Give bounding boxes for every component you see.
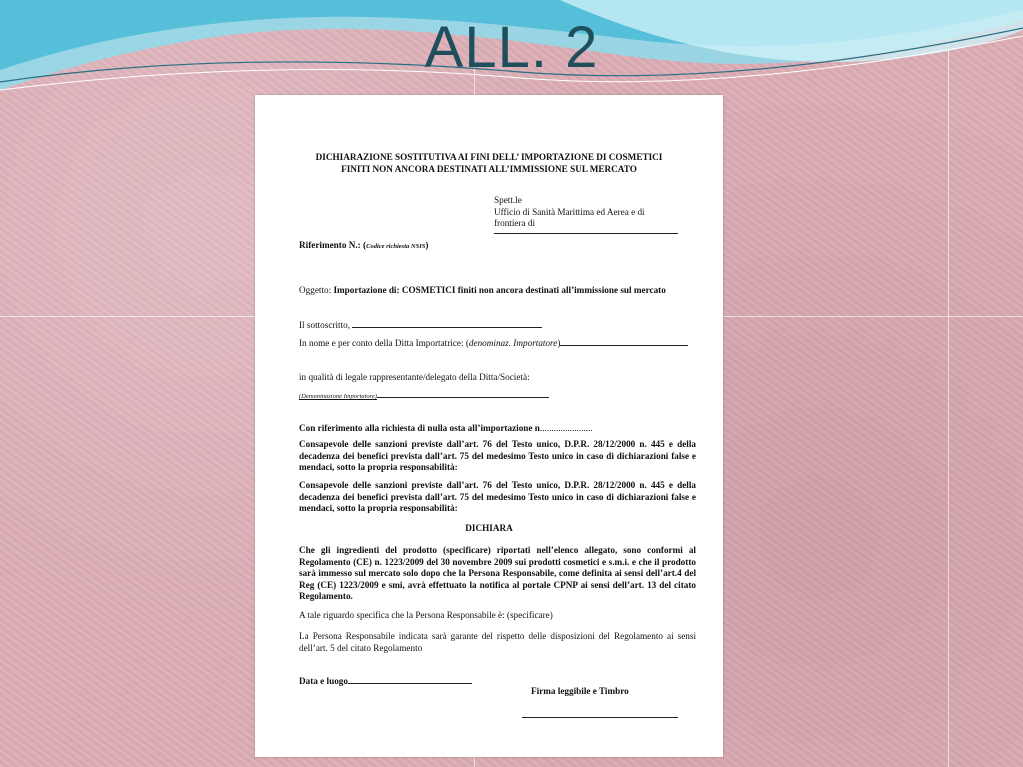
- persona-responsabile-paragraph: La Persona Responsabile indicata sarà garante del rispetto delle disposizioni del Regolamento ai sensi dell’art. 5 del citato Regolamento: [299, 631, 696, 653]
- document-heading: DICHIARAZIONE SOSTITUTIVA AI FINI DELL’ IMPORTAZIONE DI COSMETICI FINITI NON ANCORA DESTINATI ALL’IMMISSIONE SUL MERCATO: [315, 152, 663, 174]
- denominazione-line: (Denominazione Importatore): [299, 390, 549, 402]
- signature-line: [522, 717, 678, 718]
- nome-conto-line: In nome e per conto della Ditta Importatrice: (denominaz. Importatore): [299, 338, 688, 350]
- consapevole-paragraph-2: Consapevole delle sanzioni previste dall’art. 76 del Testo unico, D.P.R. 28/12/2000 n. 445 e della decadenza dei benefici prevista dall’art. 75 del medesimo Testo unico in caso di dichiarazioni false e mendaci, sotto la propria responsabilità:: [299, 480, 696, 513]
- sottoscritto-line: Il sottoscritto,: [299, 320, 542, 332]
- slide-title: ALL. 2: [424, 15, 599, 80]
- dichiara-heading: DICHIARA: [465, 523, 513, 533]
- document-page: [255, 95, 723, 757]
- riferimento-line: Riferimento N.: (Codice richiesta NSIS): [299, 240, 429, 250]
- addressee-block: Spett.le Ufficio di Sanità Marittima ed Aerea e di frontiera di: [494, 195, 684, 234]
- consapevole-paragraph-1: Consapevole delle sanzioni previste dall’art. 76 del Testo unico, D.P.R. 28/12/2000 n. 445 e della decadenza dei benefici prevista dall’art. 75 del medesimo Testo unico in caso di dichiarazioni false e mendaci, sotto la propria responsabilità:: [299, 439, 696, 472]
- riferimento-richiesta-line: Con riferimento alla richiesta di nulla osta all’importazione n.......................: [299, 423, 593, 433]
- oggetto-line: Oggetto: Importazione di: COSMETICI finiti non ancora destinati all’immissione sul mercato: [299, 285, 666, 295]
- addressee-line: [494, 233, 678, 234]
- qualita-line: in qualità di legale rappresentante/delegato della Ditta/Società:: [299, 372, 530, 382]
- firma-label: Firma leggibile e Timbro: [531, 686, 629, 696]
- data-luogo-line: Data e luogo: [299, 676, 472, 688]
- ingredienti-paragraph: Che gli ingredienti del prodotto (specificare) riportati nell’elenco allegato, sono conformi al Regolamento (CE) n. 1223/2009 del 30 novembre 2009 sui prodotti cosmetici e s.m.i. e che il prodotto sarà immesso sul mercato solo dopo che la Persona Responsabile, come definita ai sensi dell’art.4 del Reg (CE) 1223/2009 e smi, avrà effettuato la notifica al portale CPNP ai sensi dell’art. 13 del citato Regolamento.: [299, 545, 696, 601]
- tale-riguardo-line: A tale riguardo specifica che la Persona Responsabile è: (specificare): [299, 610, 553, 620]
